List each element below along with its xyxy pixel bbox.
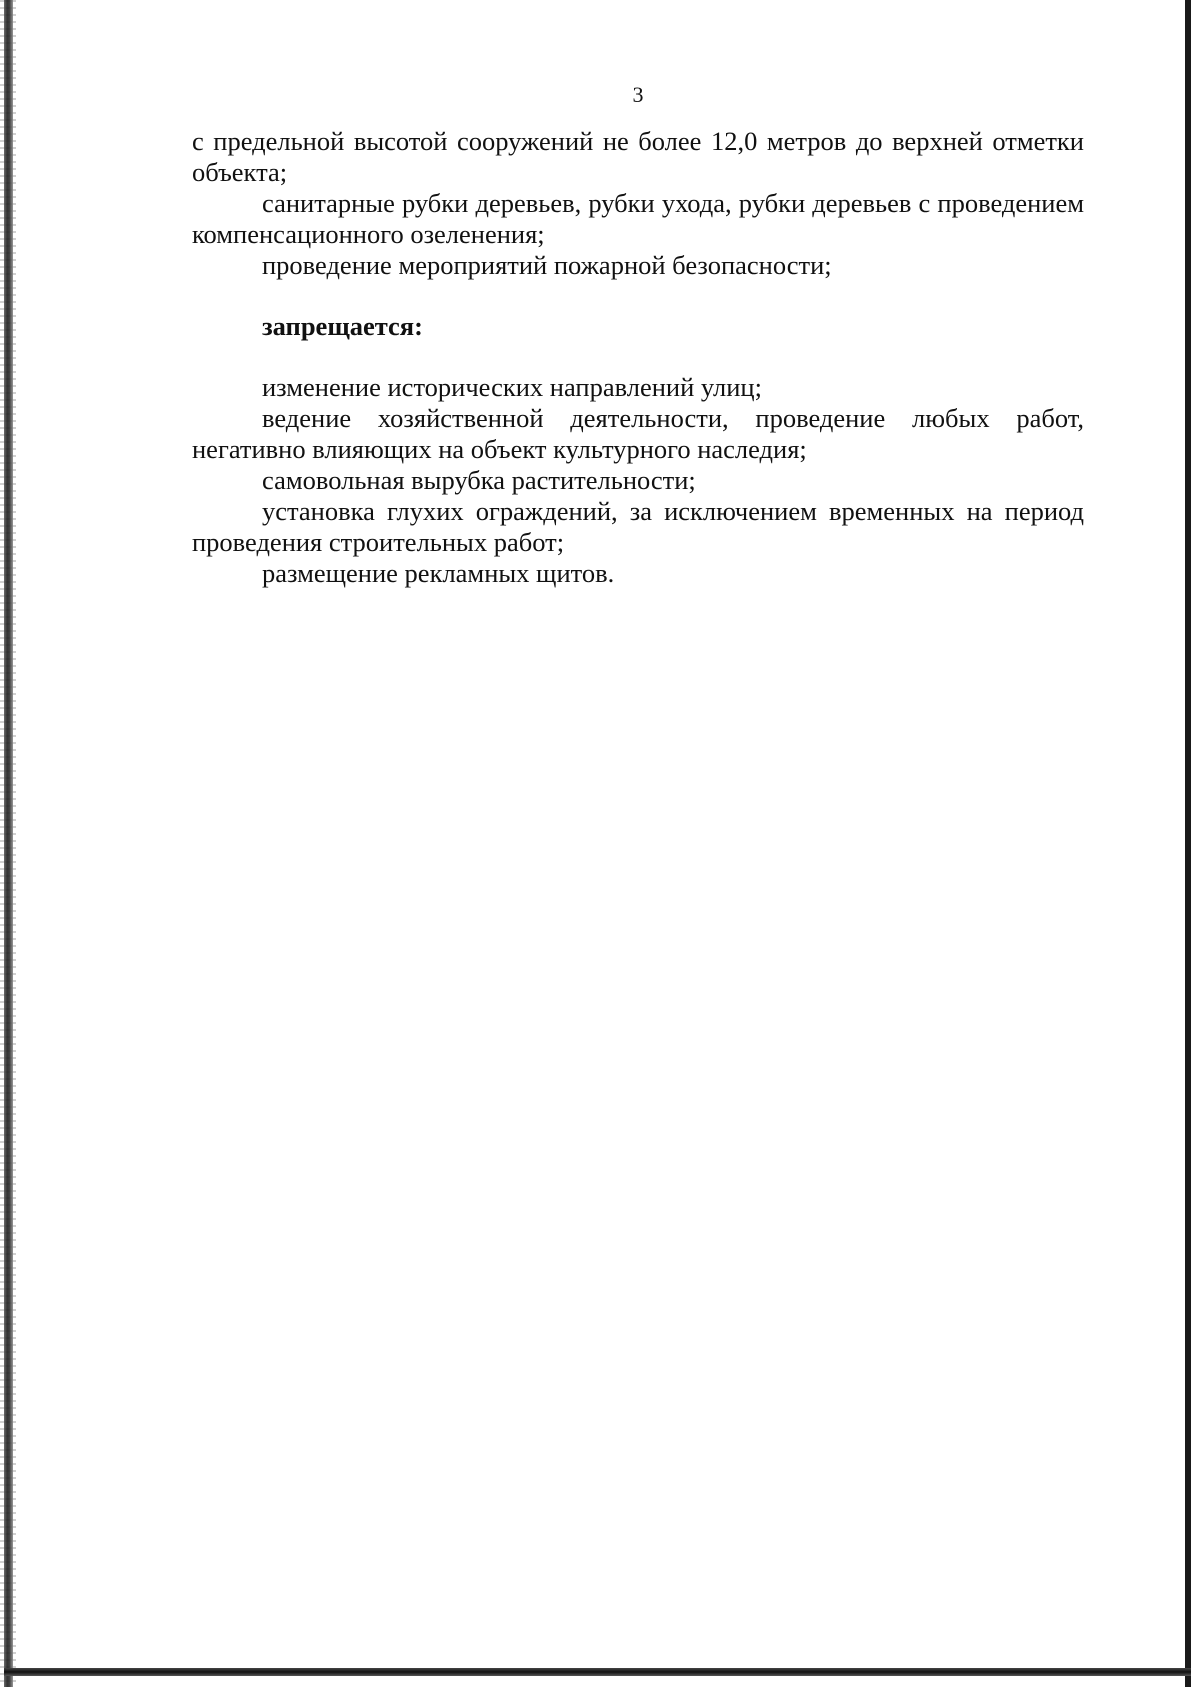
paragraph-economic-activity: ведение хозяйственной деятельности, проведение любых работ, негативно влияющих на объект культурного наследия; (192, 403, 1084, 464)
document-body (192, 126, 1084, 589)
page-number-text: 3 (632, 82, 644, 107)
scan-edge-bottom (4, 1668, 1191, 1676)
paragraph-tree-cutting: санитарные рубки деревьев, рубки ухода, рубки деревьев с проведением компенсационного озеленения; (192, 188, 1084, 249)
paragraph-fire-safety: проведение мероприятий пожарной безопасности; (262, 250, 832, 280)
paragraph-billboards: размещение рекламных щитов. (262, 558, 615, 588)
paragraph-street-directions: изменение исторических направлений улиц; (262, 372, 762, 402)
page-number (0, 80, 1200, 110)
scan-edge-right (1185, 0, 1191, 1687)
paragraph-unauthorized-cutting: самовольная вырубка растительности; (262, 465, 696, 495)
paragraph-max-height: с предельной высотой сооружений не более 12,0 метров до верхней отметки объекта; (192, 126, 1084, 187)
section-heading-prohibited: запрещается: (262, 311, 423, 341)
paragraph-solid-fences: установка глухих ограждений, за исключением временных на период проведения строительных работ; (192, 496, 1084, 557)
scan-edge-left (4, 0, 13, 1687)
